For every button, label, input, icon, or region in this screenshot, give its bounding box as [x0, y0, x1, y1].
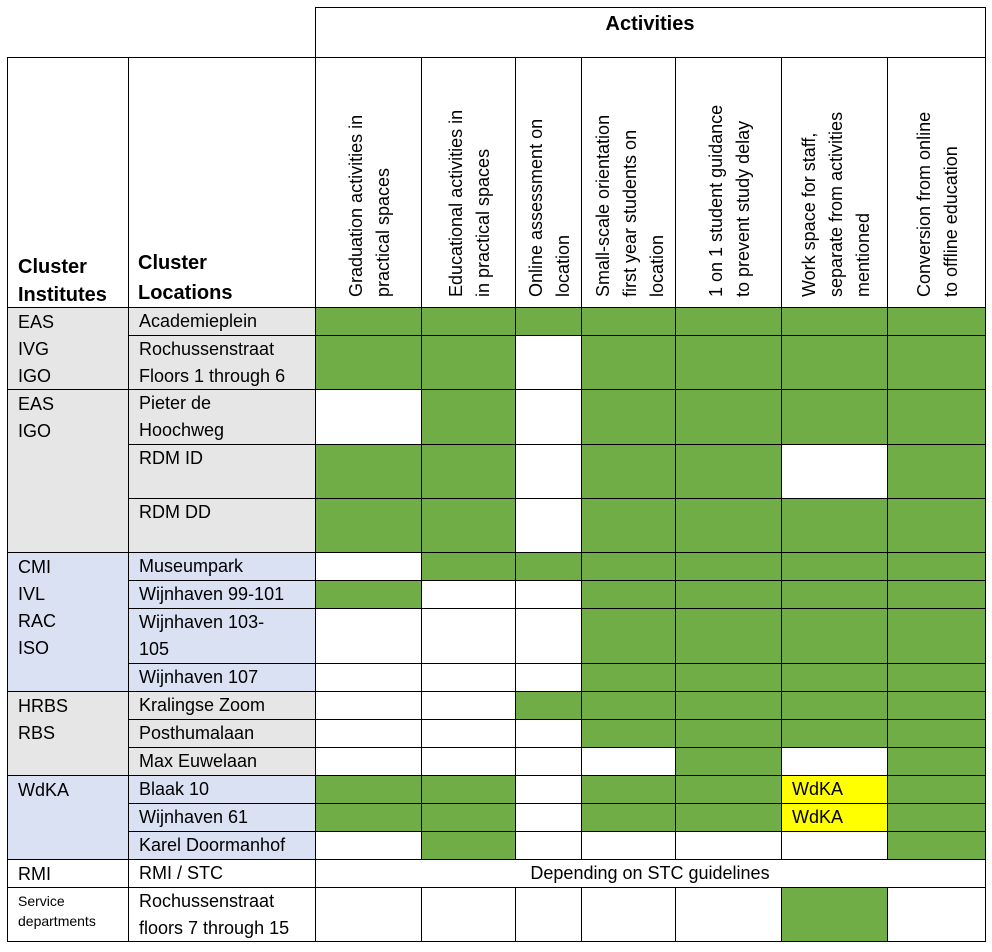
green-cell — [315, 803, 421, 831]
location-label: Max Euwelaan — [139, 751, 258, 771]
location-label: Pieter de — [139, 393, 212, 413]
green-cell — [675, 580, 781, 608]
grid-line — [128, 719, 986, 720]
empty-cell — [887, 887, 985, 941]
green-cell — [887, 335, 985, 389]
green-cell — [781, 719, 887, 747]
grid-line — [515, 57, 516, 860]
institute-label: IVL — [18, 584, 46, 604]
green-cell — [315, 307, 421, 335]
activity-header-4: first year students on — [619, 129, 640, 297]
grid-line — [128, 580, 986, 581]
green-cell — [421, 335, 515, 389]
institute-label: IVG — [18, 339, 50, 359]
green-cell — [515, 307, 581, 335]
green-cell — [781, 307, 887, 335]
activity-header-6: separate from activities — [825, 111, 846, 297]
grid-line — [315, 7, 316, 58]
grid-line — [7, 552, 986, 553]
green-cell — [581, 803, 675, 831]
activity-header-5: to prevent study delay — [733, 120, 753, 297]
empty-cell — [421, 608, 515, 663]
grid-line — [7, 887, 986, 888]
activity-header-7: Conversion from online — [914, 111, 934, 297]
green-cell — [675, 444, 781, 498]
activity-header-4: location — [646, 234, 667, 297]
activity-header-1: practical spaces — [373, 167, 393, 297]
green-cell — [781, 663, 887, 691]
activity-header-6: mentioned — [852, 212, 873, 297]
institute-label: RAC — [18, 611, 57, 631]
yellow-cell-label: WdKA — [792, 807, 844, 827]
green-cell — [421, 498, 515, 552]
empty-cell — [315, 887, 421, 941]
green-cell — [887, 691, 985, 719]
empty-cell — [581, 747, 675, 775]
empty-cell — [675, 887, 781, 941]
yellow-cell-label: WdKA — [792, 779, 844, 799]
empty-cell — [421, 663, 515, 691]
location-label: Museumpark — [139, 556, 244, 576]
green-cell — [581, 498, 675, 552]
activity-header-3: Online assessment on — [526, 118, 546, 297]
institute-label: RBS — [18, 723, 56, 743]
green-cell — [421, 775, 515, 803]
grid-line — [128, 831, 986, 832]
green-cell — [315, 498, 421, 552]
green-cell — [421, 444, 515, 498]
grid-line — [781, 57, 782, 860]
grid-line — [315, 7, 986, 8]
green-cell — [421, 389, 515, 444]
empty-cell — [315, 719, 421, 747]
green-cell — [315, 444, 421, 498]
grid-line — [128, 57, 129, 942]
green-cell — [887, 608, 985, 663]
grid-line — [128, 335, 986, 336]
empty-cell — [421, 747, 515, 775]
institute-label: IGO — [18, 366, 52, 386]
empty-cell — [515, 747, 581, 775]
green-cell — [675, 608, 781, 663]
green-cell — [515, 552, 581, 580]
institute-label: IGO — [18, 421, 52, 441]
green-cell — [887, 498, 985, 552]
location-label: Blaak 10 — [139, 779, 210, 799]
green-cell — [581, 307, 675, 335]
empty-cell — [421, 580, 515, 608]
location-label: RDM ID — [139, 448, 203, 468]
location-label: RDM DD — [139, 502, 211, 522]
institutes-header: Cluster — [18, 256, 87, 278]
green-cell — [887, 747, 985, 775]
grid-line — [985, 7, 986, 58]
empty-cell — [421, 691, 515, 719]
empty-cell — [315, 831, 421, 859]
grid-line — [128, 498, 986, 499]
green-cell — [315, 580, 421, 608]
location-label: Karel Doormanhof — [139, 835, 286, 855]
green-cell — [781, 608, 887, 663]
location-label: 105 — [139, 639, 170, 659]
grid-line — [581, 887, 582, 942]
green-cell — [781, 887, 887, 941]
green-cell — [887, 663, 985, 691]
location-label: Wijnhaven 99-101 — [139, 584, 285, 604]
empty-cell — [675, 831, 781, 859]
grid-line — [7, 57, 8, 942]
grid-line — [7, 389, 986, 390]
institute-label: EAS — [18, 394, 55, 414]
green-cell — [781, 498, 887, 552]
institute-label: HRBS — [18, 696, 69, 716]
activities-title: Activities — [605, 13, 695, 35]
location-label: Rochussenstraat — [139, 891, 275, 911]
empty-cell — [515, 803, 581, 831]
empty-cell — [581, 887, 675, 941]
grid-line — [887, 57, 888, 860]
activity-header-4: Small-scale orientation — [592, 114, 613, 297]
grid-line — [887, 887, 888, 942]
green-cell — [781, 580, 887, 608]
green-cell — [781, 335, 887, 389]
empty-cell — [515, 831, 581, 859]
green-cell — [675, 498, 781, 552]
grid-line — [128, 663, 986, 664]
institute-label: WdKA — [18, 780, 70, 800]
grid-line — [421, 57, 422, 860]
grid-line — [581, 57, 582, 860]
institute-label: EAS — [18, 312, 55, 332]
activity-header-3: location — [553, 234, 573, 297]
empty-cell — [515, 775, 581, 803]
green-cell — [675, 747, 781, 775]
green-cell — [675, 691, 781, 719]
green-cell — [581, 775, 675, 803]
location-label: Rochussenstraat — [139, 339, 275, 359]
green-cell — [515, 691, 581, 719]
span-note: Depending on STC guidelines — [530, 863, 770, 883]
location-label: Posthumalaan — [139, 723, 255, 743]
institute-label: departments — [18, 913, 96, 929]
green-cell — [887, 580, 985, 608]
green-cell — [581, 552, 675, 580]
green-cell — [581, 691, 675, 719]
green-cell — [581, 580, 675, 608]
empty-cell — [515, 335, 581, 389]
empty-cell — [581, 831, 675, 859]
green-cell — [781, 691, 887, 719]
green-cell — [887, 444, 985, 498]
activity-header-5: 1 on 1 student guidance — [706, 104, 726, 297]
empty-cell — [515, 389, 581, 444]
grid-line — [315, 57, 316, 942]
empty-cell — [515, 663, 581, 691]
grid-line — [7, 775, 986, 776]
empty-cell — [315, 663, 421, 691]
green-cell — [421, 552, 515, 580]
grid-line — [7, 859, 986, 860]
grid-line — [421, 887, 422, 942]
grid-line — [515, 887, 516, 942]
grid-line — [985, 57, 986, 942]
location-label: RMI / STC — [139, 863, 223, 883]
empty-cell — [515, 887, 581, 941]
green-cell — [887, 389, 985, 444]
green-cell — [781, 389, 887, 444]
green-cell — [581, 444, 675, 498]
green-cell — [581, 608, 675, 663]
institute-label: ISO — [18, 638, 50, 658]
green-cell — [887, 803, 985, 831]
empty-cell — [515, 608, 581, 663]
empty-cell — [515, 444, 581, 498]
empty-cell — [315, 389, 421, 444]
empty-cell — [421, 887, 515, 941]
grid-line — [781, 887, 782, 942]
grid-line — [128, 747, 986, 748]
location-label: Academieplein — [139, 311, 258, 331]
green-cell — [675, 307, 781, 335]
grid-line — [128, 803, 986, 804]
grid-line — [7, 307, 986, 308]
activity-header-2: Educational activities in — [446, 109, 466, 297]
grid-line — [675, 57, 676, 860]
green-cell — [675, 335, 781, 389]
green-cell — [887, 552, 985, 580]
location-label: Wijnhaven 61 — [139, 807, 249, 827]
green-cell — [887, 307, 985, 335]
activity-header-7: to offline education — [941, 146, 961, 297]
locations-header: Locations — [138, 282, 233, 304]
grid-line — [128, 608, 986, 609]
location-label: Wijnhaven 107 — [139, 667, 259, 687]
green-cell — [675, 389, 781, 444]
grid-line — [7, 691, 986, 692]
green-cell — [781, 552, 887, 580]
green-cell — [581, 335, 675, 389]
green-cell — [315, 335, 421, 389]
empty-cell — [781, 747, 887, 775]
activity-header-6: Work space for staff, — [798, 132, 819, 297]
empty-cell — [515, 498, 581, 552]
green-cell — [887, 831, 985, 859]
location-label: Kralingse Zoom — [139, 695, 266, 715]
institute-label: CMI — [18, 557, 51, 577]
green-cell — [421, 803, 515, 831]
activity-header-1: Graduation activities in — [346, 114, 366, 297]
institute-label: RMI — [18, 864, 51, 884]
green-cell — [887, 775, 985, 803]
grid-line — [7, 57, 986, 58]
grid-line — [675, 887, 676, 942]
institute-label: Service — [18, 893, 65, 909]
institutes-header: Institutes — [18, 284, 107, 306]
locations-header: Cluster — [138, 252, 207, 274]
grid-line — [128, 444, 986, 445]
green-cell — [675, 803, 781, 831]
empty-cell — [315, 608, 421, 663]
location-label: floors 7 through 15 — [139, 918, 290, 938]
green-cell — [675, 719, 781, 747]
grid-line — [7, 941, 986, 942]
green-cell — [581, 663, 675, 691]
location-label: Wijnhaven 103- — [139, 612, 265, 632]
location-label: Hoochweg — [139, 420, 225, 440]
empty-cell — [515, 580, 581, 608]
location-label: Floors 1 through 6 — [139, 366, 286, 386]
green-cell — [421, 307, 515, 335]
green-cell — [675, 775, 781, 803]
green-cell — [675, 552, 781, 580]
green-cell — [421, 831, 515, 859]
empty-cell — [315, 691, 421, 719]
empty-cell — [421, 719, 515, 747]
empty-cell — [515, 719, 581, 747]
activity-header-2: in practical spaces — [473, 148, 493, 297]
green-cell — [581, 719, 675, 747]
green-cell — [675, 663, 781, 691]
empty-cell — [315, 747, 421, 775]
empty-cell — [781, 831, 887, 859]
green-cell — [315, 775, 421, 803]
green-cell — [887, 719, 985, 747]
green-cell — [581, 389, 675, 444]
empty-cell — [315, 552, 421, 580]
empty-cell — [781, 444, 887, 498]
